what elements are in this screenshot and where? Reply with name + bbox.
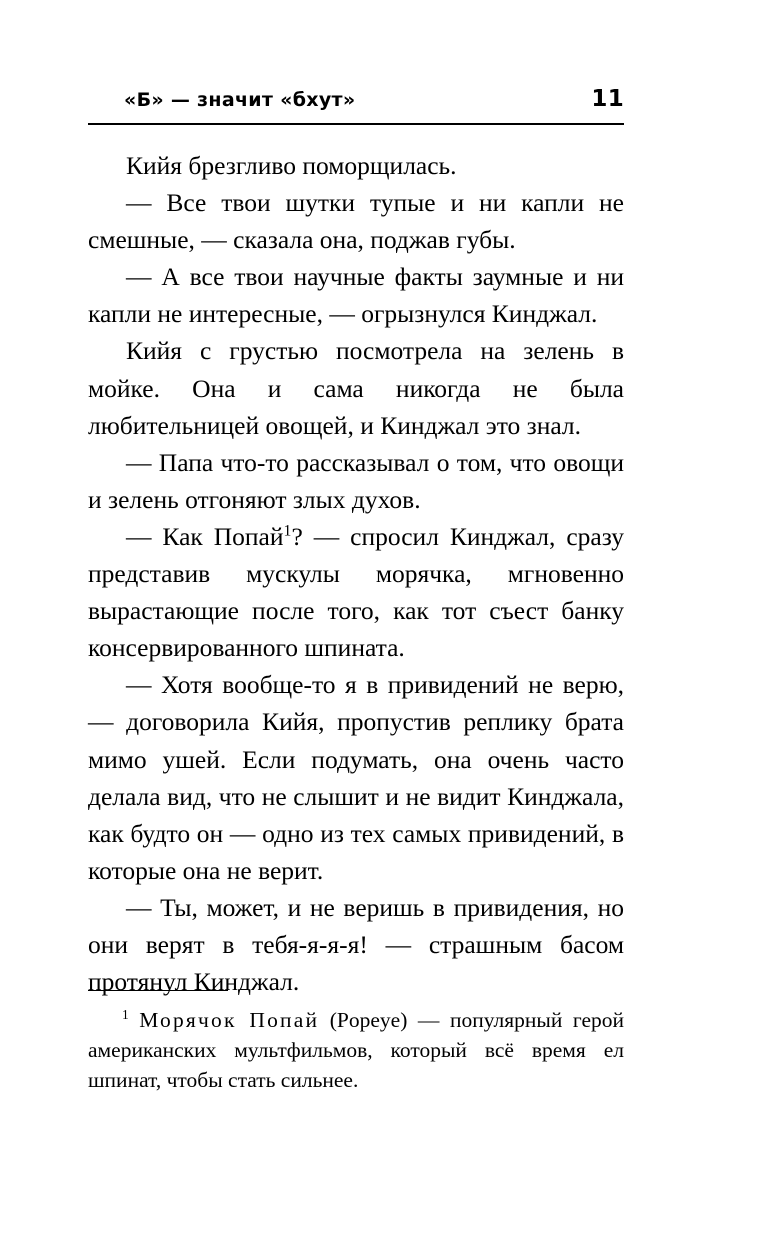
footnote-text <box>88 1005 624 1095</box>
paragraph: — А все твои научные факты заумные и ни капли не интересные, — огрызнулся Кинджал. <box>88 262 624 329</box>
paragraph-text-after-marker: ? — спросил Кинджал, сразу представив мускулы морячка, мгновенно вырастающие после того, как тот съест банку консервированного шпината. <box>88 521 624 663</box>
paragraph-text-before-marker: — Как Попай <box>126 521 284 551</box>
paragraph: Кийя с грустью посмотрела на зелень в мойке. Она и сама никогда не была любительницей овощей, и Кинджал это знал. <box>88 336 624 440</box>
running-head-title: «Б» — значит «бхут» <box>124 89 356 111</box>
paragraph: Кийя брезгливо поморщилась. <box>126 151 457 180</box>
footnote-area <box>88 990 624 1095</box>
body-text <box>88 147 624 1000</box>
header-divider <box>88 123 624 125</box>
running-head <box>88 86 624 112</box>
page-number: 11 <box>591 86 624 112</box>
footnote-body: (Popeye) — популярный герой американских мультфильмов, который всё время ел шпинат, чтобы стать сильнее. <box>88 1008 624 1093</box>
paragraph: — Хотя вообще-то я в привидений не верю, — договорила Кийя, пропустив реплику брата мимо ушей. Если подумать, она очень часто делала вид, что не слышит и не видит Кинджала, как будто он — одно из тех самых привидений, в которые она не верит. <box>88 670 624 885</box>
paragraph: — Папа что-то рассказывал о том, что овощи и зелень отгоняют злых духов. <box>88 447 624 514</box>
footnote-entry <box>88 1005 624 1095</box>
footnote-reference-marker: 1 <box>283 522 292 540</box>
paragraph: — Ты, может, и не веришь в привидения, но они верят в тебя-я-я-я! — страшным басом протянул Кинджал. <box>88 892 624 997</box>
paragraph: — Все твои шутки тупые и ни капли не смешные, — сказала она, поджав губы. <box>88 188 624 255</box>
page-content <box>88 86 624 1000</box>
paragraph-with-footnote <box>88 518 624 666</box>
footnote-lead: Морячок Попай <box>139 1008 320 1032</box>
footnote-marker: 1 <box>122 1006 129 1022</box>
footnote-divider <box>88 990 228 991</box>
